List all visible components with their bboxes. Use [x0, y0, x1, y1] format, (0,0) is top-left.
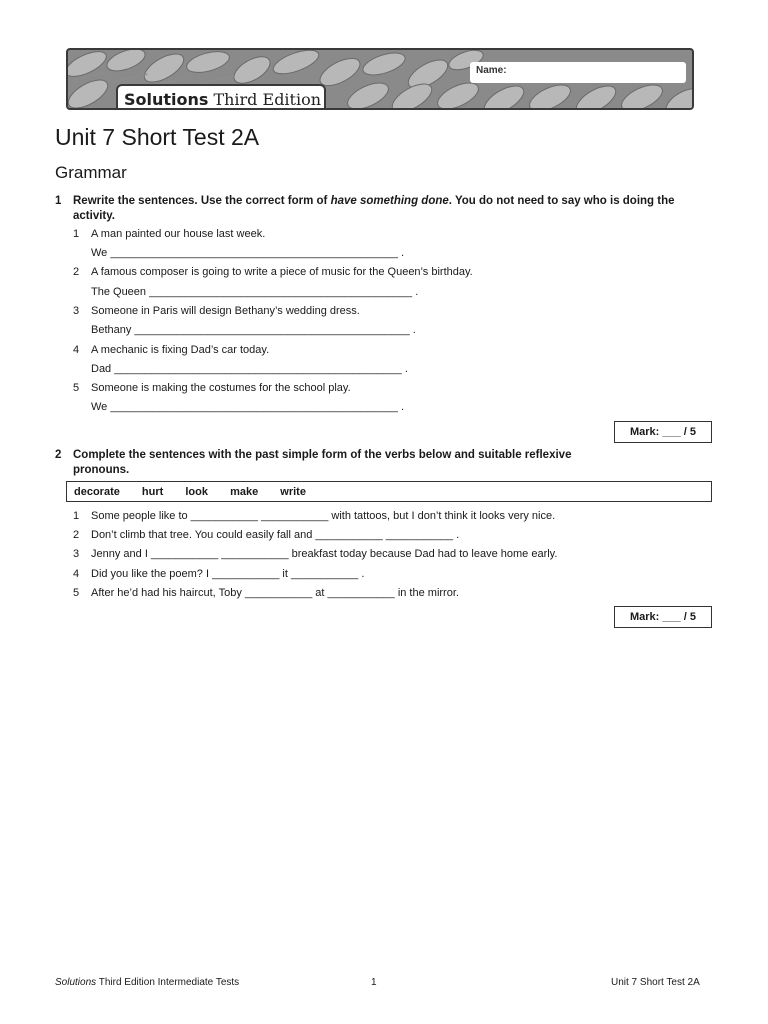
page-title: Unit 7 Short Test 2A [55, 124, 260, 150]
item-sentence: Someone is making the costumes for the school play. [91, 382, 351, 394]
item-number: 1 [73, 228, 80, 240]
exercise-2-item[interactable] [73, 528, 459, 542]
item-number: 3 [73, 548, 80, 560]
brand-edition: Third Edition [213, 89, 322, 109]
exercise-1-item [73, 227, 265, 241]
item-number: 5 [73, 587, 80, 599]
word-bank-item: make [230, 486, 259, 498]
item-number: 2 [73, 529, 80, 541]
answer-line[interactable]: Bethany _____________________________________________ . [91, 324, 416, 336]
item-text: Don’t climb that tree. You could easily fall and ___________ ___________ . [91, 529, 460, 541]
exercise-2-item[interactable] [73, 509, 555, 523]
exercise-1-instruction [55, 194, 695, 223]
item-text: Did you like the poem? I ___________ it ___________ . [91, 568, 365, 580]
exercise-number: 2 [55, 449, 62, 461]
exercise-2-item[interactable] [73, 547, 557, 561]
item-number: 4 [73, 344, 80, 356]
answer-line[interactable]: We _______________________________________________ . [91, 247, 405, 259]
item-text: Some people like to ___________ ___________ with tattoos, but I don’t think it looks very nice. [91, 510, 556, 522]
item-sentence: A man painted our house last week. [91, 228, 266, 240]
section-heading: Grammar [55, 163, 127, 182]
word-bank-item: look [185, 486, 208, 498]
footer-series: Third Edition Intermediate Tests [96, 977, 240, 988]
item-number: 3 [73, 305, 80, 317]
item-number: 4 [73, 568, 80, 580]
brand-bold: Solutions [124, 89, 209, 109]
answer-line[interactable]: We _______________________________________________ . [91, 401, 405, 413]
instruction-italic: have something done [330, 195, 449, 207]
mark-box-exercise-2[interactable]: Mark: ___ / 5 [614, 606, 712, 628]
word-bank-item: write [280, 486, 306, 498]
page-number: 1 [371, 977, 377, 988]
item-number: 1 [73, 510, 80, 522]
instruction-text-end: . You do not need to say who is doing the activity. [73, 195, 675, 222]
exercise-1-item [73, 381, 351, 395]
name-field[interactable] [470, 62, 686, 83]
item-text: Jenny and I ___________ ___________ breakfast today because Dad had to leave home early. [91, 548, 558, 560]
item-sentence: Someone in Paris will design Bethany’s wedding dress. [91, 305, 360, 317]
item-text: After he’d had his haircut, Toby ___________ at ___________ in the mirror. [91, 587, 459, 599]
exercise-2-item[interactable] [73, 586, 459, 600]
word-bank [66, 481, 712, 502]
brand-logo [116, 84, 326, 110]
name-label: Name: [476, 65, 507, 76]
exercise-1-item [73, 265, 473, 279]
word-bank-item: hurt [141, 486, 164, 498]
answer-line[interactable]: The Queen ___________________________________________ . [91, 286, 419, 298]
item-number: 5 [73, 382, 80, 394]
header-banner [66, 48, 694, 110]
answer-line[interactable]: Dad _______________________________________________ . [91, 363, 408, 375]
item-sentence: A famous composer is going to write a piece of music for the Queen’s birthday. [91, 266, 473, 278]
footer-brand: Solutions [55, 977, 97, 988]
instruction-text: Complete the sentences with the past simple form of the verbs below and suitable reflexive pronouns. [73, 449, 572, 476]
exercise-2-item[interactable] [73, 567, 364, 581]
item-number: 2 [73, 266, 80, 278]
mark-box-exercise-1[interactable]: Mark: ___ / 5 [614, 421, 712, 443]
instruction-text: Rewrite the sentences. Use the correct form of [73, 195, 331, 207]
footer-left [55, 977, 239, 988]
exercise-number: 1 [55, 195, 62, 207]
item-sentence: A mechanic is fixing Dad’s car today. [91, 344, 270, 356]
footer-right: Unit 7 Short Test 2A [611, 977, 700, 988]
exercise-1-item [73, 343, 269, 357]
exercise-2-instruction [55, 448, 615, 477]
exercise-1-item [73, 304, 360, 318]
word-bank-item: decorate [74, 486, 120, 498]
